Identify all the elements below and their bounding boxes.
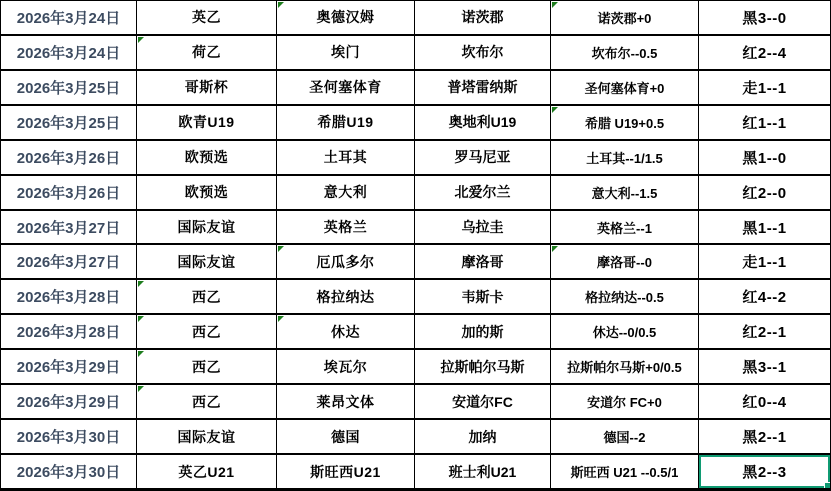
- cell-handicap[interactable]: 拉斯帕尔马斯+0/0.5: [551, 350, 699, 385]
- error-indicator-triangle-icon: [278, 316, 284, 322]
- cell-home[interactable]: 希腊U19: [277, 106, 415, 141]
- cell-league[interactable]: 国际友谊: [137, 211, 277, 246]
- cell-home[interactable]: 休达: [277, 315, 415, 350]
- cell-away[interactable]: 北爱尔兰: [415, 176, 551, 211]
- cell-handicap[interactable]: 英格兰--1: [551, 211, 699, 246]
- cell-date[interactable]: 2026年3月28日: [1, 280, 137, 315]
- cell-home[interactable]: 圣何塞体育: [277, 71, 415, 106]
- cell-home[interactable]: 德国: [277, 420, 415, 455]
- cell-league[interactable]: 西乙: [137, 350, 277, 385]
- error-indicator-triangle-icon: [138, 316, 144, 322]
- cell-home[interactable]: 奥德汉姆: [277, 1, 415, 36]
- cell-date[interactable]: 2026年3月29日: [1, 350, 137, 385]
- cell-handicap[interactable]: 德国--2: [551, 420, 699, 455]
- cell-away[interactable]: 奥地利U19: [415, 106, 551, 141]
- cell-handicap[interactable]: 格拉纳达--0.5: [551, 280, 699, 315]
- cell-away[interactable]: 拉斯帕尔马斯: [415, 350, 551, 385]
- cell-result[interactable]: 黑1--0: [699, 141, 830, 176]
- cell-result[interactable]: 红2--0: [699, 176, 830, 211]
- cell-away[interactable]: 韦斯卡: [415, 280, 551, 315]
- error-indicator-triangle-icon: [138, 386, 144, 392]
- cell-handicap[interactable]: 土耳其--1/1.5: [551, 141, 699, 176]
- cell-handicap[interactable]: 希腊 U19+0.5: [551, 106, 699, 141]
- cell-result[interactable]: 红2--4: [699, 36, 830, 71]
- cell-league[interactable]: 欧预选: [137, 141, 277, 176]
- cell-league[interactable]: 西乙: [137, 385, 277, 420]
- cell-league[interactable]: 欧预选: [137, 176, 277, 211]
- cell-date[interactable]: 2026年3月30日: [1, 455, 137, 490]
- cell-date[interactable]: 2026年3月24日: [1, 36, 137, 71]
- cell-league[interactable]: 西乙: [137, 280, 277, 315]
- cell-home[interactable]: 土耳其: [277, 141, 415, 176]
- error-indicator-triangle-icon: [278, 2, 284, 8]
- cell-date[interactable]: 2026年3月28日: [1, 315, 137, 350]
- cell-away[interactable]: 乌拉圭: [415, 211, 551, 246]
- cell-home[interactable]: 莱昂文体: [277, 385, 415, 420]
- selection-border: [699, 455, 830, 488]
- cell-league[interactable]: 国际友谊: [137, 245, 277, 280]
- cell-result[interactable]: 红0--4: [699, 385, 830, 420]
- fill-handle[interactable]: [824, 482, 830, 488]
- cell-date[interactable]: 2026年3月26日: [1, 176, 137, 211]
- cell-result[interactable]: 黑2--3: [699, 455, 830, 490]
- cell-away[interactable]: 加的斯: [415, 315, 551, 350]
- cell-away[interactable]: 摩洛哥: [415, 245, 551, 280]
- cell-date[interactable]: 2026年3月26日: [1, 141, 137, 176]
- error-indicator-triangle-icon: [138, 351, 144, 357]
- cell-away[interactable]: 加纳: [415, 420, 551, 455]
- cell-handicap[interactable]: 安道尔 FC+0: [551, 385, 699, 420]
- cell-away[interactable]: 罗马尼亚: [415, 141, 551, 176]
- cell-result[interactable]: 黑3--1: [699, 350, 830, 385]
- cell-away[interactable]: 普塔雷纳斯: [415, 71, 551, 106]
- cell-home[interactable]: 埃门: [277, 36, 415, 71]
- error-indicator-triangle-icon: [552, 246, 558, 252]
- cell-handicap[interactable]: 休达--0/0.5: [551, 315, 699, 350]
- error-indicator-triangle-icon: [138, 281, 144, 287]
- cell-away[interactable]: 坎布尔: [415, 36, 551, 71]
- cell-away[interactable]: 班士利U21: [415, 455, 551, 490]
- cell-date[interactable]: 2026年3月27日: [1, 211, 137, 246]
- cell-away[interactable]: 诺茨郡: [415, 1, 551, 36]
- cell-away[interactable]: 安道尔FC: [415, 385, 551, 420]
- cell-result[interactable]: 黑1--1: [699, 211, 830, 246]
- cell-result[interactable]: 黑2--1: [699, 420, 830, 455]
- cell-handicap[interactable]: 坎布尔--0.5: [551, 36, 699, 71]
- cell-handicap[interactable]: 斯旺西 U21 --0.5/1: [551, 455, 699, 490]
- cell-league[interactable]: 英乙U21: [137, 455, 277, 490]
- cell-league[interactable]: 国际友谊: [137, 420, 277, 455]
- cell-handicap[interactable]: 摩洛哥--0: [551, 245, 699, 280]
- cell-league[interactable]: 英乙: [137, 1, 277, 36]
- cell-home[interactable]: 厄瓜多尔: [277, 245, 415, 280]
- cell-league[interactable]: 荷乙: [137, 36, 277, 71]
- cell-handicap[interactable]: 诺茨郡+0: [551, 1, 699, 36]
- cell-handicap[interactable]: 意大利--1.5: [551, 176, 699, 211]
- cell-result[interactable]: 走1--1: [699, 245, 830, 280]
- error-indicator-triangle-icon: [278, 246, 284, 252]
- cell-result[interactable]: 红2--1: [699, 315, 830, 350]
- cell-date[interactable]: 2026年3月25日: [1, 106, 137, 141]
- cell-home[interactable]: 格拉纳达: [277, 280, 415, 315]
- cell-date[interactable]: 2026年3月25日: [1, 71, 137, 106]
- cell-league[interactable]: 哥斯杯: [137, 71, 277, 106]
- error-indicator-triangle-icon: [138, 37, 144, 43]
- cell-result[interactable]: 黑3--0: [699, 1, 830, 36]
- cell-result[interactable]: 走1--1: [699, 71, 830, 106]
- cell-handicap[interactable]: 圣何塞体育+0: [551, 71, 699, 106]
- cell-home[interactable]: 意大利: [277, 176, 415, 211]
- cell-result[interactable]: 红4--2: [699, 280, 830, 315]
- cell-home[interactable]: 斯旺西U21: [277, 455, 415, 490]
- cell-home[interactable]: 英格兰: [277, 211, 415, 246]
- cell-league[interactable]: 西乙: [137, 315, 277, 350]
- cell-date[interactable]: 2026年3月29日: [1, 385, 137, 420]
- cell-date[interactable]: 2026年3月24日: [1, 1, 137, 36]
- error-indicator-triangle-icon: [552, 107, 558, 113]
- error-indicator-triangle-icon: [552, 2, 558, 8]
- cell-home[interactable]: 埃瓦尔: [277, 350, 415, 385]
- cell-result[interactable]: 红1--1: [699, 106, 830, 141]
- cell-league[interactable]: 欧青U19: [137, 106, 277, 141]
- cell-date[interactable]: 2026年3月30日: [1, 420, 137, 455]
- cell-date[interactable]: 2026年3月27日: [1, 245, 137, 280]
